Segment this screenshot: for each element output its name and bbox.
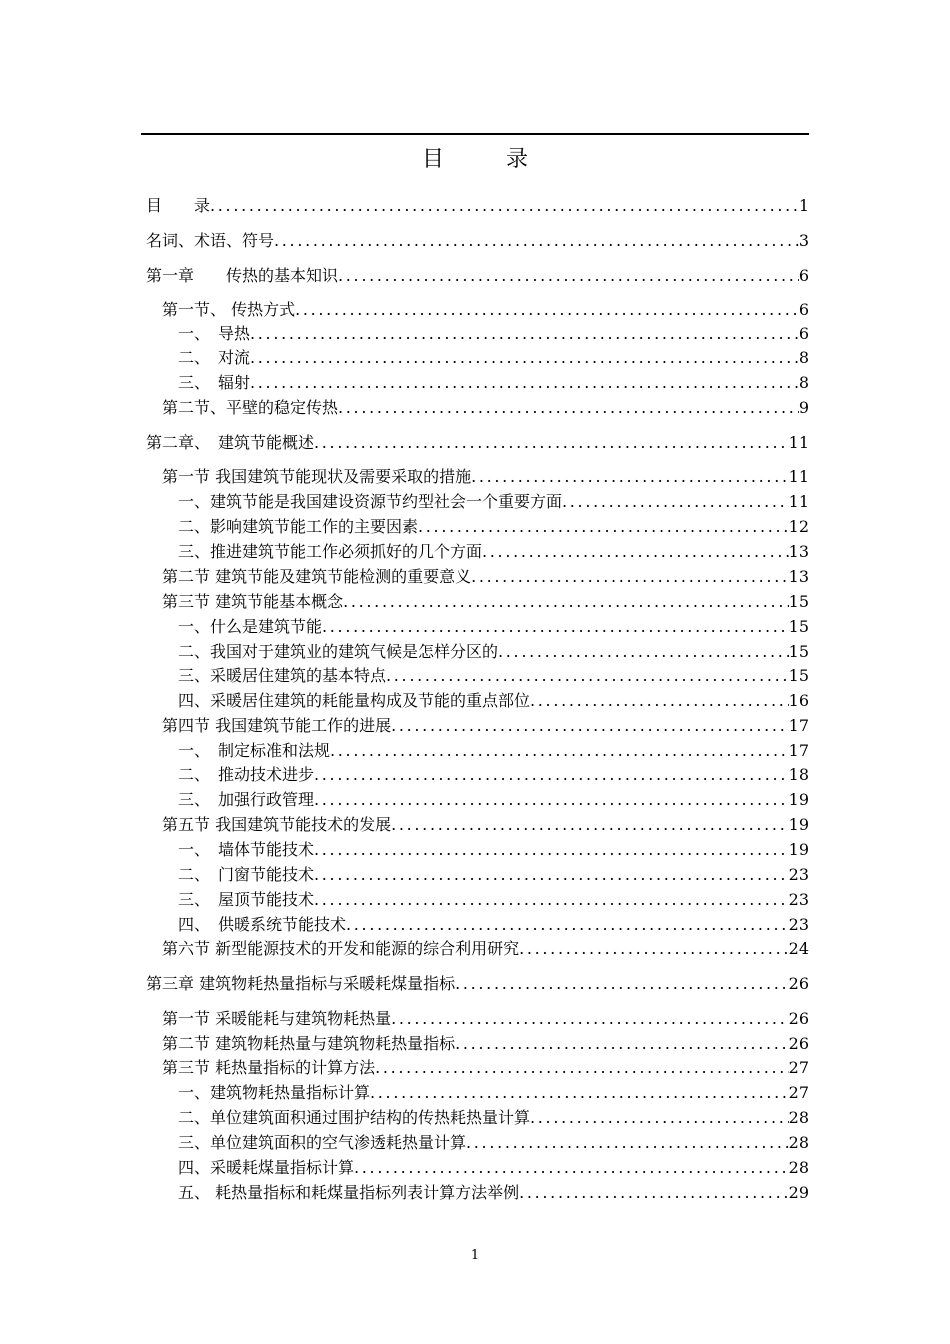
toc-entry[interactable] [146,972,809,996]
toc-entry[interactable] [162,396,809,420]
toc-entry-label: 第三章 建筑物耗热量指标与采暖耗煤量指标 [146,974,456,993]
toc-entry[interactable] [178,763,809,787]
toc-entry-label: 三、 屋顶节能技术 [178,890,315,909]
toc-entry[interactable] [162,1056,809,1080]
toc-entry-label: 目 录 [146,196,211,215]
toc-leader-dots [519,1181,789,1205]
toc-entry-label: 第二节 建筑物耗热量与建筑物耗热量指标 [162,1034,456,1053]
title-char-1: 目 [421,147,444,172]
toc-entry-label: 第三节 建筑节能基本概念 [162,592,344,611]
toc-entry-label: 第一节 我国建筑节能现状及需要采取的措施 [162,467,472,486]
toc-leader-dots [530,689,789,713]
toc-leader-dots [314,863,789,887]
toc-leader-dots [330,739,789,763]
toc-entry[interactable] [162,813,809,837]
toc-entry-label: 第一节、 传热方式 [162,300,296,319]
toc-entry[interactable] [178,1156,809,1180]
toc-entry[interactable] [178,838,809,862]
toc-entry-page: 27 [788,1083,809,1102]
toc-entry[interactable] [178,788,809,812]
toc-leader-dots [322,615,789,639]
toc-leader-dots [471,465,789,489]
toc-entry-label: 第二章、 建筑节能概述 [146,433,315,452]
toc-entry[interactable] [178,1131,809,1155]
toc-entry-page: 28 [788,1108,809,1127]
toc-leader-dots [455,1032,789,1056]
toc-entry-label: 名词、术语、符号 [146,231,275,250]
toc-entry-label: 第二节、平壁的稳定传热 [162,398,339,417]
toc-leader-dots [250,322,799,346]
toc-entry-label: 四、采暖居住建筑的耗能量构成及节能的重点部位 [178,691,531,710]
toc-entry-page: 27 [788,1058,809,1077]
toc-entry-page: 26 [788,974,809,993]
toc-leader-dots [375,1056,789,1080]
toc-entry[interactable] [146,431,809,455]
toc-entry[interactable] [178,1081,809,1105]
toc-entry-label: 三、采暖居住建筑的基本特点 [178,666,387,685]
toc-entry[interactable] [162,465,809,489]
toc-leader-dots [338,264,799,288]
toc-leader-dots [250,346,799,370]
page-number: 1 [470,1248,480,1263]
toc-entry-label: 一、建筑节能是我国建设资源节约型社会一个重要方面 [178,492,563,511]
toc-entry-page: 15 [788,617,809,636]
toc-entry-page: 8 [798,373,809,392]
toc-leader-dots [418,515,789,539]
toc-entry-label: 一、什么是建筑节能 [178,617,323,636]
toc-entry-label: 第三节 耗热量指标的计算方法 [162,1058,376,1077]
toc-entry-label: 第四节 我国建筑节能工作的进展 [162,716,392,735]
toc-leader-dots [391,1007,789,1031]
toc-entry-page: 13 [788,567,809,586]
toc-leader-dots [338,396,799,420]
toc-entry[interactable] [178,1181,809,1205]
toc-leader-dots [530,1106,789,1130]
toc-leader-dots [471,565,789,589]
toc-entry-page: 6 [798,300,809,319]
toc-entry-page: 19 [788,790,809,809]
toc-leader-dots [343,590,789,614]
toc-leader-dots [482,540,789,564]
toc-entry[interactable] [162,298,809,322]
toc-entry[interactable] [178,664,809,688]
toc-entry-page: 15 [788,666,809,685]
toc-entry-page: 15 [788,592,809,611]
toc-entry-page: 26 [788,1034,809,1053]
toc-entry-page: 12 [788,517,809,536]
toc-entry[interactable] [162,590,809,614]
toc-entry-page: 15 [788,642,809,661]
toc-entry[interactable] [178,615,809,639]
toc-entry-label: 五、 耗热量指标和耗煤量指标列表计算方法举例 [178,1183,520,1202]
toc-entry[interactable] [178,322,809,346]
toc-entry-page: 28 [788,1133,809,1152]
toc-entry-page: 11 [788,433,809,452]
toc-entry-page: 6 [798,266,809,285]
toc-entry[interactable] [178,888,809,912]
toc-leader-dots [314,838,789,862]
toc-entry-page: 17 [788,741,809,760]
toc-entry-label: 一、建筑物耗热量指标计算 [178,1083,371,1102]
toc-leader-dots [210,194,799,218]
toc-entry[interactable] [162,714,809,738]
toc-entry-label: 第一章 传热的基本知识 [146,266,339,285]
toc-entry-page: 28 [788,1158,809,1177]
toc-entry-page: 17 [788,716,809,735]
toc-entry-label: 三、 辐射 [178,373,251,392]
toc-entry-page: 16 [788,691,809,710]
toc-leader-dots [455,972,789,996]
toc-entry[interactable] [162,565,809,589]
toc-entry-page: 29 [788,1183,809,1202]
toc-entry-label: 二、我国对于建筑业的建筑气候是怎样分区的 [178,642,499,661]
toc-leader-dots [314,788,789,812]
toc-entry-page: 13 [788,542,809,561]
toc-leader-dots [354,1156,789,1180]
toc-entry[interactable] [178,371,809,395]
toc-entry-label: 四、采暖耗煤量指标计算 [178,1158,355,1177]
toc-entry[interactable] [178,640,809,664]
toc-entry-page: 19 [788,840,809,859]
toc-leader-dots [314,888,789,912]
toc-entry-page: 19 [788,815,809,834]
toc-entry[interactable] [146,229,809,253]
toc-entry-page: 11 [788,492,809,511]
toc-leader-dots [370,1081,789,1105]
toc-entry-page: 11 [788,467,809,486]
toc-entry[interactable] [178,515,809,539]
toc-entry-label: 第五节 我国建筑节能技术的发展 [162,815,392,834]
toc-leader-dots [498,640,789,664]
toc-leader-dots [346,913,789,937]
toc-entry-label: 一、 墙体节能技术 [178,840,315,859]
toc-entry-label: 二、 对流 [178,348,251,367]
toc-entry[interactable] [178,540,809,564]
toc-leader-dots [274,229,799,253]
toc-entry[interactable] [178,863,809,887]
toc-entry-page: 23 [788,915,809,934]
toc-leader-dots [314,431,789,455]
toc-leader-dots [314,763,789,787]
toc-leader-dots [466,1131,789,1155]
toc-entry[interactable] [178,739,809,763]
toc-entry-page: 8 [798,348,809,367]
toc-entry-label: 第一节 采暖能耗与建筑物耗热量 [162,1009,392,1028]
toc-entry-label: 二、 门窗节能技术 [178,865,315,884]
toc-entry[interactable] [178,490,809,514]
toc-entry-page: 6 [798,324,809,343]
toc-leader-dots [386,664,789,688]
toc-leader-dots [250,371,799,395]
toc-entry[interactable] [178,1106,809,1130]
toc-entry-label: 一、 制定标准和法规 [178,741,331,760]
toc-entry-page: 23 [788,865,809,884]
toc-entry[interactable] [178,689,809,713]
toc-entry[interactable] [146,194,809,218]
toc-entry[interactable] [178,346,809,370]
toc-entry-label: 三、单位建筑面积的空气渗透耗热量计算 [178,1133,467,1152]
toc-entry[interactable] [162,1007,809,1031]
toc-entry-label: 三、 加强行政管理 [178,790,315,809]
toc-leader-dots [295,298,799,322]
toc-entry-label: 第六节 新型能源技术的开发和能源的综合利用研究 [162,939,520,958]
toc-entry-page: 9 [798,398,809,417]
toc-entry-page: 23 [788,890,809,909]
toc-entry-page: 18 [788,765,809,784]
toc-leader-dots [391,813,789,837]
toc-leader-dots [562,490,789,514]
toc-entry-page: 24 [788,939,809,958]
toc-entry[interactable] [162,937,809,961]
toc-leader-dots [519,937,789,961]
toc-entry-page: 1 [798,196,809,215]
toc-entry-label: 二、 推动技术进步 [178,765,315,784]
toc-entry-page: 26 [788,1009,809,1028]
toc-entry-label: 三、推进建筑节能工作必须抓好的几个方面 [178,542,483,561]
toc-entry-page: 3 [798,231,809,250]
toc-entry[interactable] [162,1032,809,1056]
toc-entry-label: 四、 供暖系统节能技术 [178,915,347,934]
title-char-2: 录 [506,147,529,172]
toc-entry[interactable] [178,913,809,937]
toc-entry-label: 二、单位建筑面积通过围护结构的传热耗热量计算 [178,1108,531,1127]
toc-leader-dots [391,714,789,738]
toc-entry[interactable] [146,264,809,288]
toc-entry-label: 第二节 建筑节能及建筑节能检测的重要意义 [162,567,472,586]
toc-entry-label: 二、影响建筑节能工作的主要因素 [178,517,419,536]
toc-entry-label: 一、 导热 [178,324,251,343]
